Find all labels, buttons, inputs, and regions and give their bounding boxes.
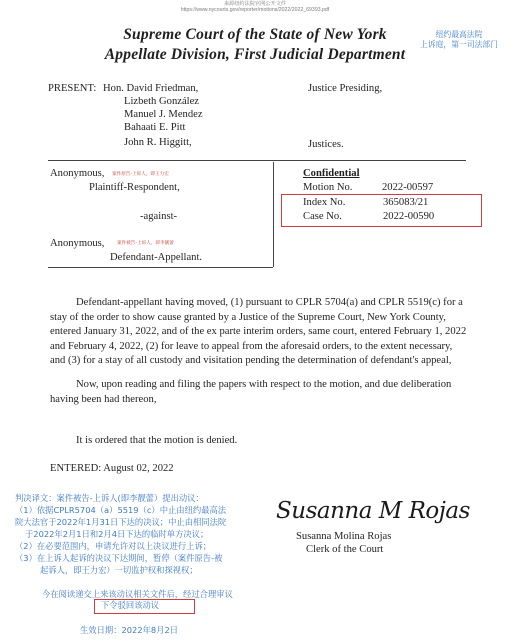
- judge-3: Manuel J. Mendez: [124, 109, 203, 120]
- deliberation-paragraph: Now, upon reading and filing the papers with respect to the motion, and due deliberation having been had thereon,: [50, 379, 452, 405]
- judge-1: Hon. David Friedman,: [103, 83, 199, 94]
- court-division: Appellate Division, First Judicial Department: [104, 46, 406, 63]
- court-title: Supreme Court of the State of New York: [123, 26, 387, 43]
- ruling-translation: 今在阅读递交上来该动议相关文件后，经过合理审议: [42, 589, 233, 599]
- present-label: PRESENT:: [48, 83, 97, 94]
- index-label: Index No.: [303, 197, 346, 208]
- ruling-translation-highlight: 下令驳回该动议: [101, 600, 160, 610]
- judge-4: Bahaati E. Pitt: [124, 122, 186, 133]
- translation-line-2: （1）依据CPLR5704（a）5519（c）中止由纽约最高法: [15, 505, 227, 515]
- source-url: https://www.nycourts.gov/reporter/motions/2022/2022_69393.pdf: [180, 7, 330, 13]
- translation-line-5: （2）在必要范围内，申请允许对以上决议进行上诉；: [15, 541, 212, 551]
- motion-paragraph: Defendant-appellant having moved, (1) pursuant to CPLR 5704(a) and CPLR 5519(c) for a stay of the order to show cause granted by a Justice of the Supreme Court, New York County, entered January 31, 2022, and of the ex parte interim orders, same court, entered February 1, 2022 and February 4, 2022, (2) for leave to appeal from the aforesaid orders, to the extent necessary, and (3) for a stay of all custody and visitation pending the determination of defendant's appeal,: [50, 297, 467, 366]
- index-number: 365083/21: [383, 197, 429, 208]
- party1-name: Anonymous,: [50, 168, 105, 179]
- party2-role: Defendant-Appellant.: [110, 252, 203, 263]
- case-label: Case No.: [303, 211, 342, 222]
- translation-line-3: 院大法官于2022年1月31日下达的决议；中止由相同法院: [15, 517, 227, 527]
- clerk-title: Clerk of the Court: [306, 544, 384, 555]
- clerk-signature: Susanna M Rojas: [276, 498, 470, 524]
- court-title-cn: [414, 30, 504, 50]
- role-presiding: Justice Presiding,: [308, 83, 383, 94]
- party1-role: Plaintiff-Respondent,: [89, 182, 180, 193]
- caption-divider-bottom: [48, 267, 273, 268]
- translation-line-1: 判决译文：案件被告-上诉人(即李靓蕾）提出动议：: [15, 493, 204, 503]
- translation-line-7: 起诉人，即王力宏）一切监护权和探视权；: [40, 565, 198, 575]
- against-label: -against-: [140, 211, 178, 222]
- translation-line-4: 于2022年2月1日和2月4日下达的临时单方决议；: [25, 529, 209, 539]
- party1-cn-note: 案件原告-上诉人，即王力宏: [112, 172, 169, 177]
- judge-2: Lizbeth González: [124, 96, 199, 107]
- court-title-cn-line1: 纽约最高法院: [435, 30, 483, 39]
- effective-date-cn: 生效日期：2022年8月2日: [80, 625, 179, 635]
- source-cn: 来源纽约法院官网公开文件: [223, 1, 287, 7]
- party2-cn-note: 案件被告-上诉人，即李靓蕾: [117, 241, 174, 246]
- party2-name: Anonymous,: [50, 238, 105, 249]
- clerk-name: Susanna Molina Rojas: [296, 531, 392, 542]
- judge-5: John R. Higgitt,: [124, 137, 192, 148]
- order-paragraph: It is ordered that the motion is denied.: [76, 435, 238, 446]
- motion-number: 2022-00597: [382, 182, 434, 193]
- source-header: [0, 1, 510, 13]
- confidential-label: Confidential: [303, 168, 360, 179]
- role-justices: Justices.: [308, 139, 344, 150]
- translation-line-6: （3）在上诉人起诉的决议下达期间，暂停（案件原告-被: [15, 553, 223, 563]
- caption-divider-top: [48, 160, 466, 161]
- case-number: 2022-00590: [383, 211, 435, 222]
- caption-divider-vertical: [273, 162, 274, 267]
- motion-label: Motion No.: [303, 182, 353, 193]
- entered-date: ENTERED: August 02, 2022: [50, 463, 174, 474]
- court-title-cn-line2: 上诉庭，第一司法部门: [420, 40, 498, 49]
